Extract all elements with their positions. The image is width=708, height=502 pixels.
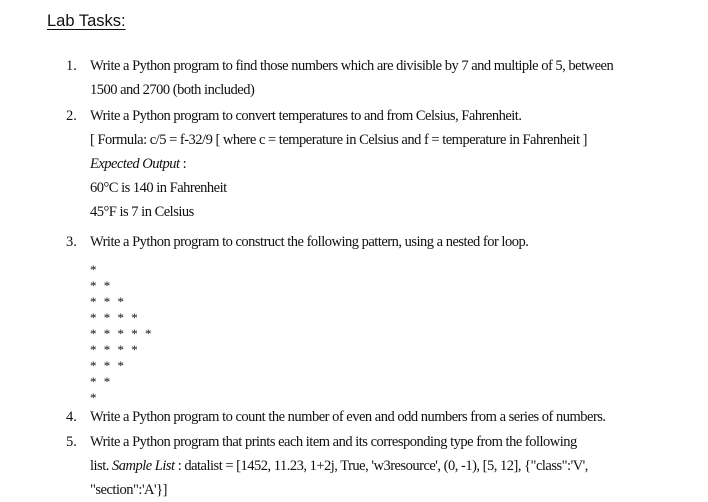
task-2-formula: [ Formula: c/5 = f-32/9 [ where c = temperature in Celsius and f = temperature in Fahrenheit ] [90, 132, 587, 148]
expected-output-label: Expected Output [90, 156, 180, 172]
sample-list-label: Sample List [111, 458, 175, 474]
task-4-number: 4. [66, 409, 77, 425]
task-5-line-1: Write a Python program that prints each item and its corresponding type from the following [90, 434, 577, 450]
lab-tasks-heading: Lab Tasks: [47, 12, 126, 30]
pattern-row: * [90, 390, 99, 405]
task-2-output-2: 45°F is 7 in Celsius [90, 204, 194, 220]
task-2-expected-output [90, 156, 186, 173]
task-3-line-1: Write a Python program to construct the following pattern, using a nested for loop. [90, 234, 529, 250]
pattern-row: * * * * [90, 342, 140, 357]
list-prefix: list. [90, 458, 112, 474]
task-3-number: 3. [66, 234, 77, 250]
task-2-number: 2. [66, 108, 77, 124]
task-5-sample-list [90, 458, 588, 475]
pattern-row: * * [90, 374, 113, 389]
task-2-line-1: Write a Python program to convert temperatures to and from Celsius, Fahrenheit. [90, 108, 522, 124]
pattern-row: * * [90, 278, 113, 293]
task-1-line-1: Write a Python program to find those numbers which are divisible by 7 and multiple of 5, between [90, 58, 614, 74]
pattern-row: * [90, 262, 99, 277]
task-5-line-3: "section":'A'}] [90, 482, 167, 498]
expected-output-colon: : [179, 156, 187, 172]
pattern-row: * * * [90, 358, 126, 373]
task-1-line-2: 1500 and 2700 (both included) [90, 82, 255, 98]
pattern-row: * * * * [90, 310, 140, 325]
sample-list-values: : datalist = [1452, 11.23, 1+2j, True, 'w3resource', (0, -1), [5, 12], {"class":'V', [174, 458, 588, 474]
pattern-row: * * * [90, 294, 126, 309]
pattern-row: * * * * * [90, 326, 154, 341]
task-5-number: 5. [66, 434, 77, 450]
task-1-number: 1. [66, 58, 77, 74]
task-2-output-1: 60°C is 140 in Fahrenheit [90, 180, 227, 196]
task-4-line-1: Write a Python program to count the number of even and odd numbers from a series of numbers. [90, 409, 606, 425]
